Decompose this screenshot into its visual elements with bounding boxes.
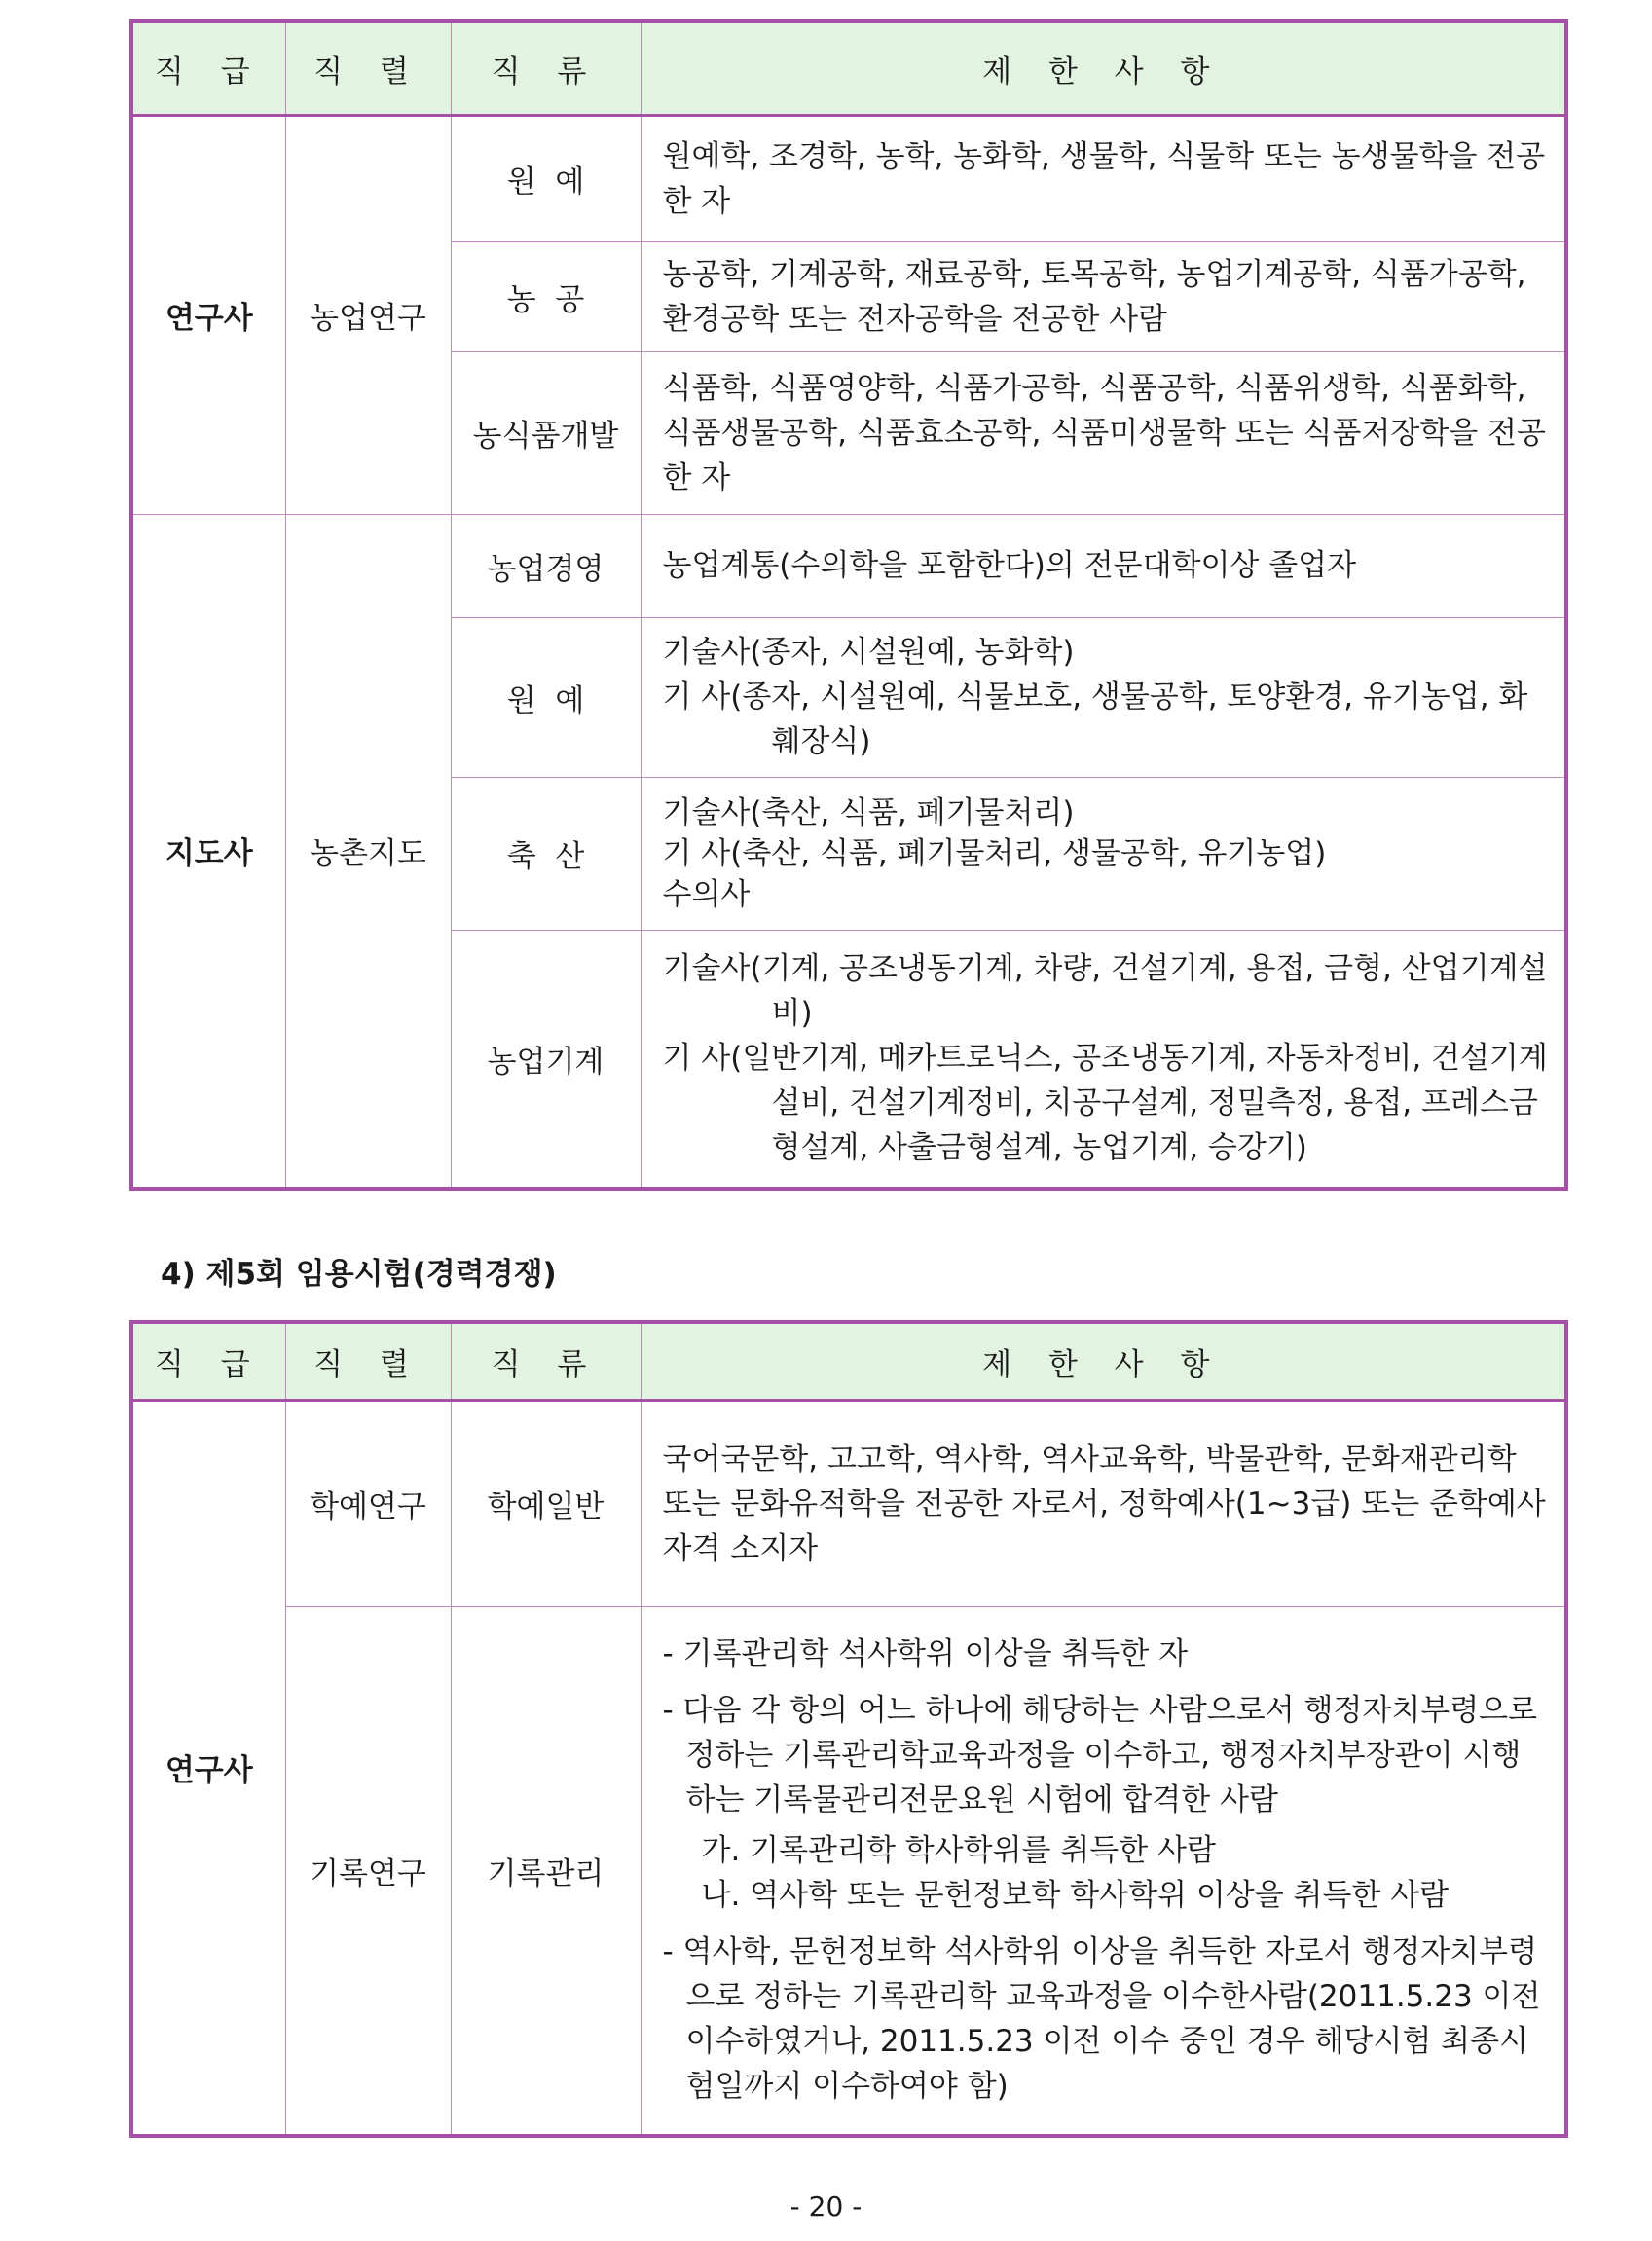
- header-grade: 직 급: [131, 1322, 285, 1400]
- restriction-line: 국어국문학, 고고학, 역사학, 역사교육학, 박물관학, 문화재관리학 또는 문화유적학을 전공한 자로서, 정학예사(1~3급) 또는 준학예사 자격 소지자: [662, 1441, 1546, 1566]
- series-cell: 농업연구: [285, 115, 451, 514]
- header-series: 직 렬: [285, 21, 451, 115]
- restriction-line: 기술사(기계, 공조냉동기계, 차량, 건설기계, 용접, 금형, 산업기계설비): [662, 951, 1548, 1032]
- field-cell: 농업기계: [451, 930, 641, 1189]
- restriction-sub-item: 나. 역사학 또는 문헌정보학 학사학위 이상을 취득한 사람: [701, 1878, 1450, 1914]
- restriction-line: 기 사(종자, 시설원예, 식물보호, 생물공학, 토양환경, 유기농업, 화훼장식): [662, 680, 1528, 759]
- series-cell: 농촌지도: [285, 514, 451, 1189]
- restriction-cell: [641, 241, 1566, 351]
- field-cell: 축 산: [451, 777, 641, 930]
- restriction-item: - 다음 각 항의 어느 하나에 해당하는 사람으로서 행정자치부령으로 정하는 기록관리학교육과정을 이수하고, 행정자치부장관이 시행하는 기록물관리전문요원 시험에 합격한 사람: [662, 1693, 1538, 1819]
- restriction-line: 기술사(축산, 식품, 폐기물처리): [662, 794, 1075, 830]
- series-cell: 기록연구: [285, 1606, 451, 2136]
- table-row: [131, 1606, 1566, 2136]
- grade-cell: 연구사: [131, 1400, 285, 2136]
- series-cell: 학예연구: [285, 1400, 451, 1606]
- restriction-line: 기 사(축산, 식품, 폐기물처리, 생물공학, 유기농업): [662, 835, 1327, 871]
- restriction-sub-item: 가. 기록관리학 학사학위를 취득한 사람: [701, 1833, 1216, 1869]
- header-restriction: 제 한 사 항: [641, 21, 1566, 115]
- restriction-line: 농공학, 기계공학, 재료공학, 토목공학, 농업기계공학, 식품가공학, 환경공학 또는 전자공학을 전공한 사람: [662, 256, 1526, 337]
- field-cell: 기록관리: [451, 1606, 641, 2136]
- restriction-cell: [641, 351, 1566, 514]
- header-series: 직 렬: [285, 1322, 451, 1400]
- header-field: 직 류: [451, 1322, 641, 1400]
- restriction-item: - 역사학, 문헌정보학 석사학위 이상을 취득한 자로서 행정자치부령으로 정하는 기록관리학 교육과정을 이수한사람(2011.5.23 이전 이수하였거나, 2011.5.23 이전 이수 중인 경우 해당시험 최종시험일까지 이수하여야 함): [662, 1934, 1541, 2105]
- grade-cell: 지도사: [131, 514, 285, 1189]
- page-number: - 20 -: [789, 2190, 863, 2223]
- field-cell: 농업경영: [451, 514, 641, 617]
- restriction-cell: [641, 1606, 1566, 2136]
- table-header-row: [131, 1322, 1566, 1400]
- table-row: [131, 1400, 1566, 1606]
- restriction-cell: [641, 930, 1566, 1189]
- restriction-line: 식품학, 식품영양학, 식품가공학, 식품공학, 식품위생학, 식품화학, 식품생물공학, 식품효소공학, 식품미생물학 또는 식품저장학을 전공한 자: [662, 370, 1546, 496]
- table-header-row: [131, 21, 1566, 115]
- restriction-cell: [641, 1400, 1566, 1606]
- qualification-table-2: [129, 1320, 1568, 2138]
- restriction-cell: [641, 617, 1566, 777]
- field-cell: 농 공: [451, 241, 641, 351]
- table-row: [131, 514, 1566, 617]
- restriction-line: 농업계통(수의학을 포함한다)의 전문대학이상 졸업자: [662, 548, 1357, 583]
- restriction-cell: [641, 777, 1566, 930]
- restriction-line: 기 사(일반기계, 메카트로닉스, 공조냉동기계, 자동차정비, 건설기계설비, 건설기계정비, 치공구설계, 정밀측정, 용접, 프레스금형설계, 사출금형설계, 농업기계, 승강기): [662, 1041, 1548, 1166]
- header-grade: 직 급: [131, 21, 285, 115]
- restriction-line: 기술사(종자, 시설원예, 농화학): [662, 635, 1075, 670]
- section-title: 4) 제5회 임용시험(경력경쟁): [161, 1257, 557, 1292]
- restriction-line: 수의사: [662, 876, 751, 912]
- restriction-cell: [641, 514, 1566, 617]
- field-cell: 학예일반: [451, 1400, 641, 1606]
- grade-cell: 연구사: [131, 115, 285, 514]
- field-cell: 원 예: [451, 115, 641, 241]
- header-field: 직 류: [451, 21, 641, 115]
- table-row: [131, 115, 1566, 241]
- field-cell: 원 예: [451, 617, 641, 777]
- restriction-cell: [641, 115, 1566, 241]
- field-cell: 농식품개발: [451, 351, 641, 514]
- header-restriction: 제 한 사 항: [641, 1322, 1566, 1400]
- restriction-item: - 기록관리학 석사학위 이상을 취득한 자: [662, 1636, 1189, 1672]
- restriction-line: 원예학, 조경학, 농학, 농화학, 생물학, 식물학 또는 농생물학을 전공한 자: [662, 138, 1546, 219]
- qualification-table-1: [129, 19, 1568, 1191]
